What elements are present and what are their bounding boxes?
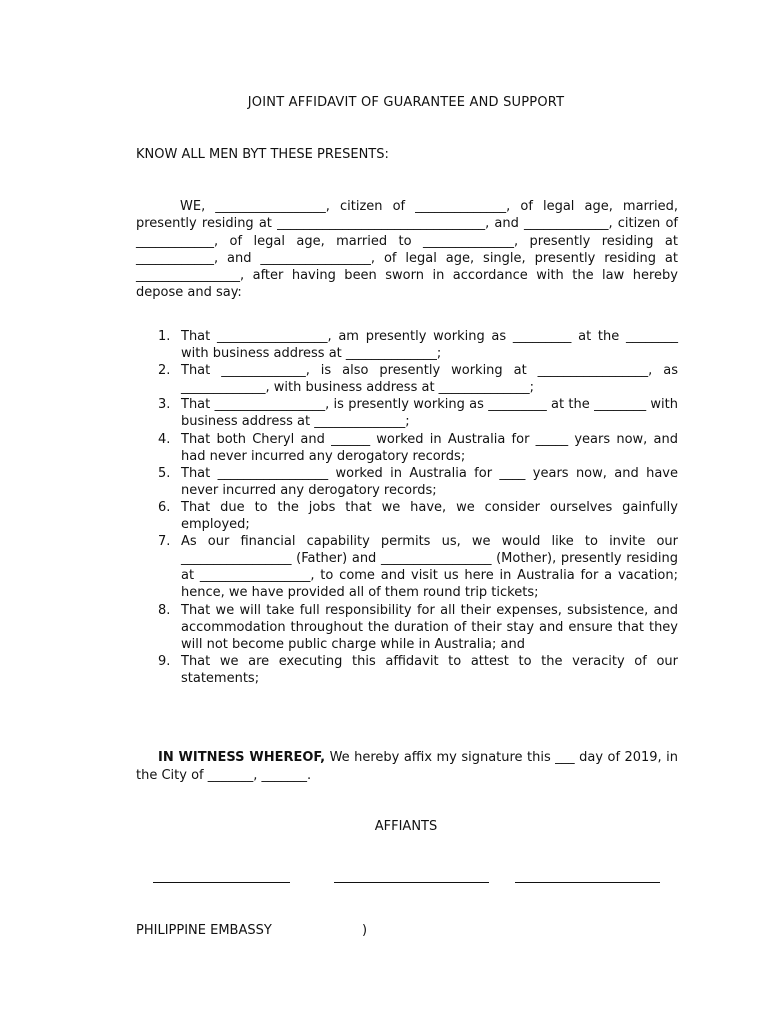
document-title: JOINT AFFIDAVIT OF GUARANTEE AND SUPPORT <box>247 95 565 110</box>
item-number: 6. <box>158 499 171 515</box>
item-number: 2. <box>158 363 171 379</box>
item-number: 4. <box>158 431 171 447</box>
list-item <box>136 533 678 601</box>
item-text: That due to the jobs that we have, we consider ourselves gainfully employed; <box>181 499 678 533</box>
list-item <box>136 362 678 396</box>
know-all-men-heading: KNOW ALL MEN BYT THESE PRESENTS: <box>136 147 389 162</box>
intro-paragraph: WE, _________________, citizen of ______________, of legal age, married, presently residing at ________________________________, and _____________, citizen of ____________, of legal age, married to ______________, presently residing at ____________, and _________________, of legal age, single, presently residing at ________________, after having been sworn in accordance with the law hereby depose and say: <box>136 199 678 301</box>
item-number: 3. <box>158 397 171 413</box>
witness-lead: IN WITNESS WHEREOF, <box>158 750 326 765</box>
item-text: That we will take full responsibility for all their expenses, subsistence, and accommodation throughout the duration of their stay and ensure that they will not become public charge while in Australia; and <box>181 602 678 652</box>
item-number: 1. <box>158 329 171 344</box>
embassy-label: PHILIPPINE EMBASSY <box>136 923 272 938</box>
list-item <box>136 499 678 533</box>
affiants-heading: AFFIANTS <box>374 819 438 834</box>
signature-line-2 <box>334 882 489 883</box>
item-text: That both Cheryl and ______ worked in Australia for _____ years now, and had never incurred any derogatory records; <box>181 431 678 464</box>
item-text: That _____________, is also presently working at _________________, as _____________, with business address at ______________; <box>181 363 678 396</box>
list-item <box>136 396 678 430</box>
item-text: As our financial capability permits us, we would like to invite our _________________ (Father) and _________________ (Mother), presently residing at _________________, to come and visit us here in Australia for a vacation; hence, we have provided all of them round trip tickets; <box>181 534 678 601</box>
list-item <box>136 431 678 465</box>
item-text: That _________________ worked in Australia for ____ years now, and have never incurred any derogatory records; <box>181 465 678 498</box>
item-number: 5. <box>158 465 171 481</box>
signature-line-3 <box>515 882 660 883</box>
item-number: 7. <box>158 534 171 550</box>
signature-line-1 <box>153 882 290 883</box>
item-number: 8. <box>158 602 171 618</box>
witness-text: We hereby affix my signature this ___ day of 2019, in the City of _______, _______. <box>136 750 678 783</box>
list-item <box>136 653 678 687</box>
numbered-statements <box>136 328 678 687</box>
item-number: 9. <box>158 653 171 669</box>
item-text: That we are executing this affidavit to attest to the veracity of our statements; <box>181 653 678 686</box>
item-text: That _________________, is presently working as _________ at the ________ with business address at ______________; <box>181 397 678 430</box>
list-item <box>136 328 678 362</box>
embassy-paren: ) <box>362 923 368 938</box>
list-item <box>136 465 678 499</box>
item-text: That _________________, am presently working as _________ at the ________ with business address at ______________; <box>181 329 678 362</box>
witness-paragraph <box>136 749 678 784</box>
list-item <box>136 602 678 653</box>
